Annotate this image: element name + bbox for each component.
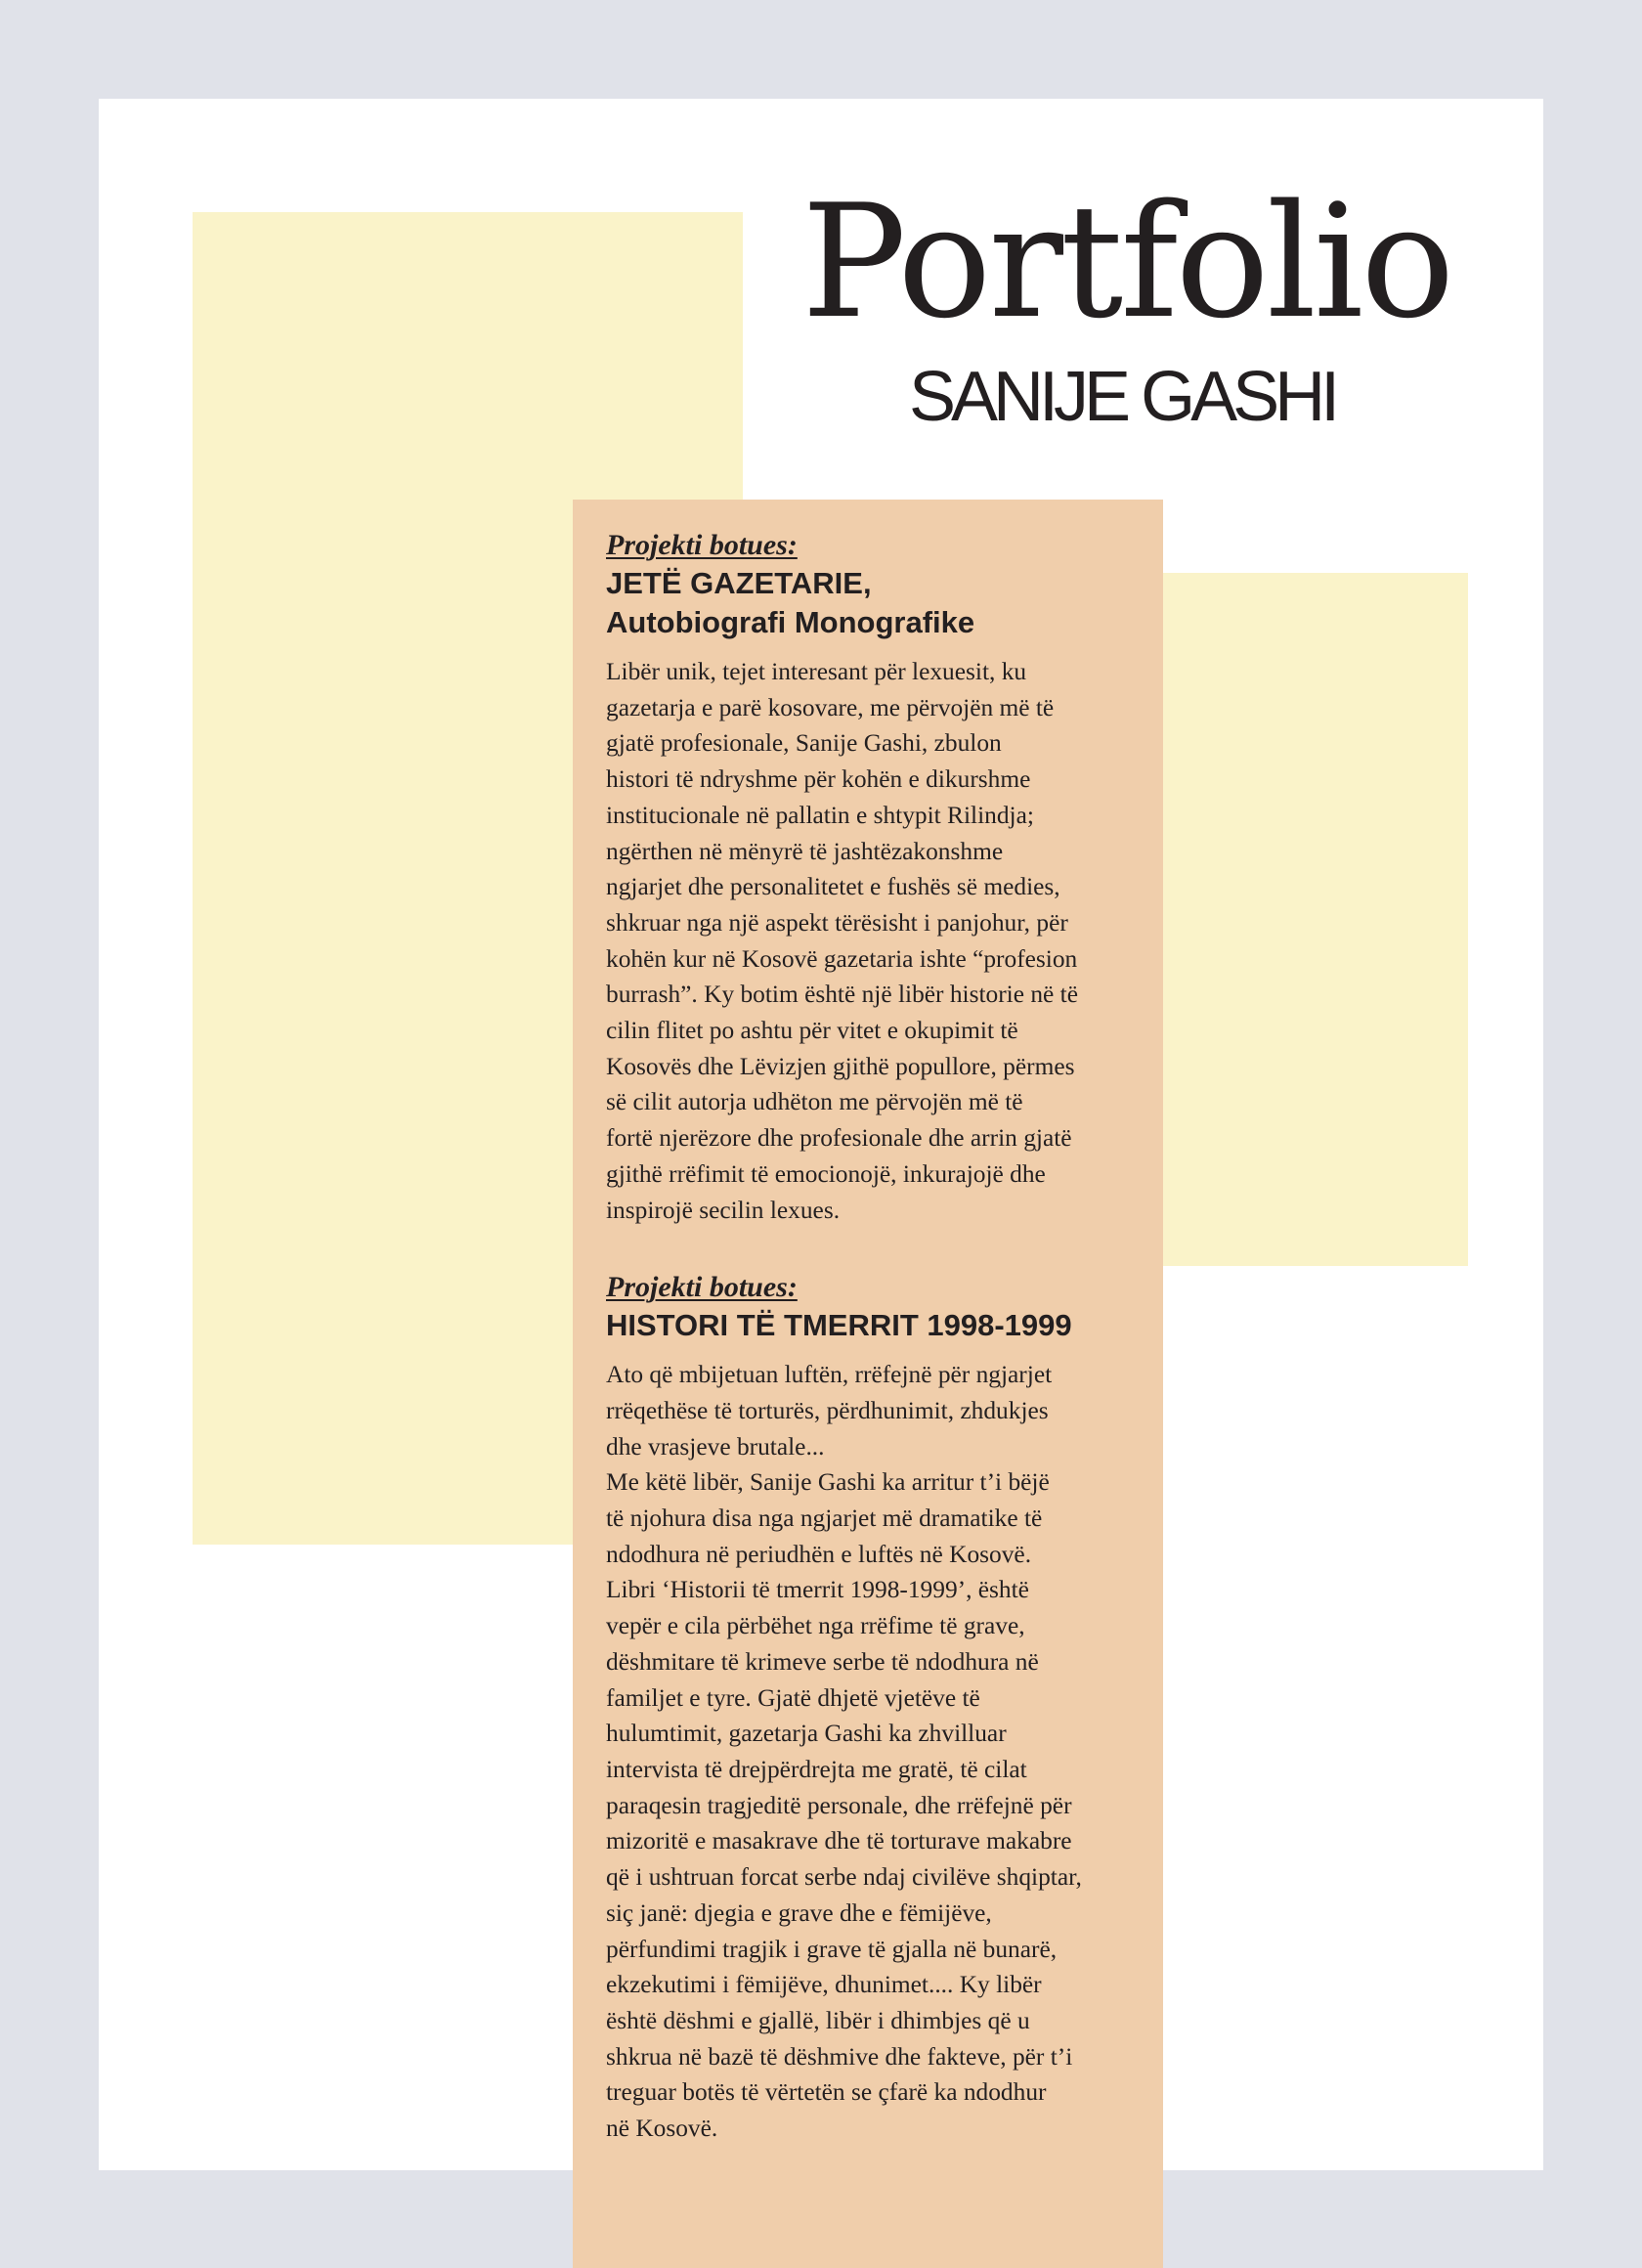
project-title: HISTORI TË TMERRIT 1998-1999 — [606, 1308, 1072, 1343]
projects-column — [573, 500, 1163, 2268]
page-title: Portfolio — [801, 170, 1452, 353]
author-name: SANIJE GASHI — [909, 358, 1336, 436]
project-jete-gazetarie — [606, 529, 1140, 1228]
project-description: Libër unik, tejet interesant për lexuesit, ku gazetarja e parë kosovare, me përvojën më të gjatë profesionale, Sanije Gashi, zbulon histori të ndryshme për kohën e dikurshme institucionale në pallatin e shtypit Rilindja; ngërthen në mënyrë të jashtëzakonshme ngjarjet dhe personalitetet e fushës së medies, shkruar nga një aspekt tërësisht i panjohur, për kohën kur në Kosovë gazetaria ishte “profesion burrash”. Ky botim është një libër historie në të cilin flitet po ashtu për vitet e okupimit të Kosovës dhe Lëvizjen gjithë popullore, përmes së cilit autorja udhëton me përvojën më të fortë njerëzore dhe profesionale dhe arrin gjatë gjithë rrëfimit të emocionojë, inkurajojë dhe inspirojë secilin lexues. — [606, 658, 1078, 1224]
project-label: Projekti botues: — [606, 1271, 798, 1304]
project-label: Projekti botues: — [606, 529, 798, 561]
project-title: JETË GAZETARIE, Autobiografi Monografike — [606, 566, 975, 639]
decorative-block-right — [1162, 573, 1468, 1266]
project-description: Ato që mbijetuan luftën, rrëfejnë për ngjarjet rrëqethëse të torturës, përdhunimit, zhdukjes dhe vrasjeve brutale... Me këtë libër, Sanije Gashi ka arritur t’i bëjë të njohura disa nga ngjarjet më dramatike të ndodhura në periudhën e luftës në Kosovë. Libri ‘Historii të tmerrit 1998-1999’, është vepër e cila përbëhet nga rrëfime të grave, dëshmitare të krimeve serbe të ndodhura në familjet e tyre. Gjatë dhjetë vjetëve të hulumtimit, gazetarja Gashi ka zhvilluar intervista të drejpërdrejta me gratë, të cilat paraqesin tragjeditë personale, dhe rrëfejnë për mizoritë e masakrave dhe të torturave makabre që i ushtruan forcat serbe ndaj civilëve shqiptar, siç janë: djegia e grave dhe e fëmijëve, përfundimi tragjik i grave të gjalla në bunarë, ekzekutimi i fëmijëve, dhunimet.... Ky libër është dëshmi e gjallë, libër i dhimbjes që u shkrua në bazë të dëshmive dhe fakteve, për t’i treguar botës të vërtetën se çfarë ka ndodhur në Kosovë. — [606, 1361, 1082, 2143]
project-histori-te-tmerrit — [606, 1271, 1140, 2146]
